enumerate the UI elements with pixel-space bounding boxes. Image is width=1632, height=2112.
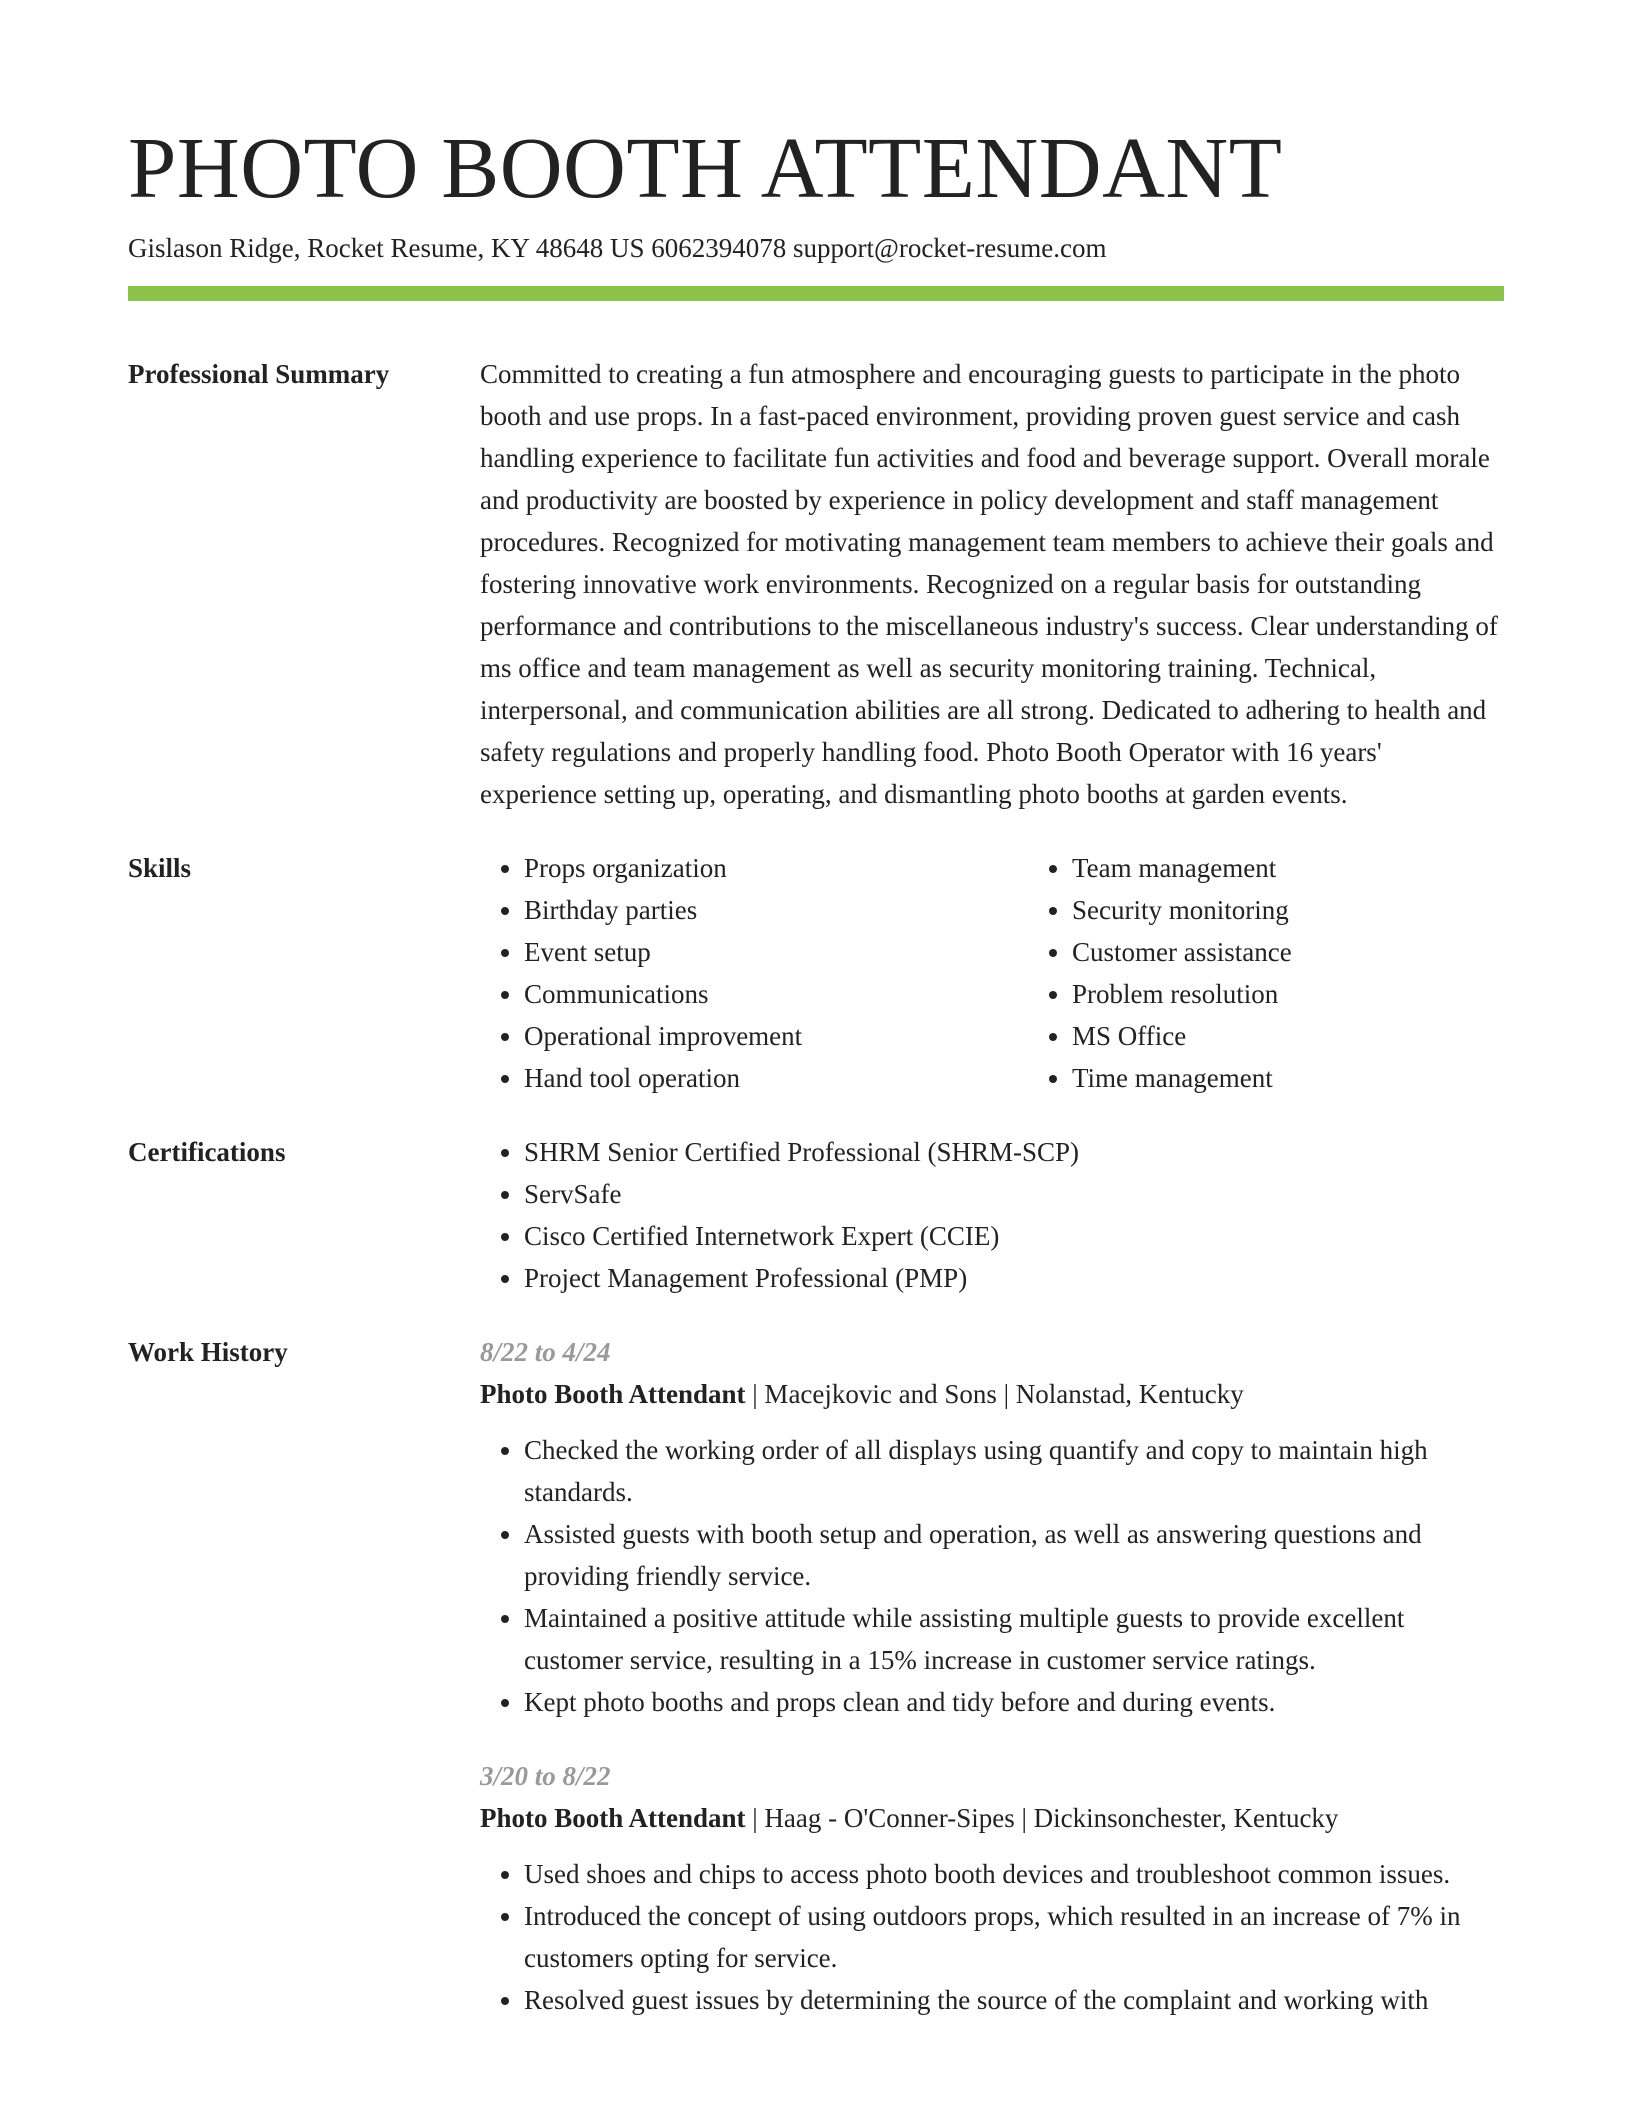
contact-phone: 6062394078 [651,233,787,263]
contact-address: Gislason Ridge, Rocket Resume, KY 48648 US [128,233,645,263]
certifications-body [480,1131,1504,1299]
job-bullet: • Resolved guest issues by determining the source of the complaint and working with [524,1979,1504,2021]
job-details: | Macejkovic and Sons | Nolanstad, Kentucky [745,1379,1244,1409]
job-details: | Haag - O'Conner-Sipes | Dickinsonchester, Kentucky [745,1803,1339,1833]
section-title-skills: Skills [128,853,192,883]
job-bullet: • Assisted guests with booth setup and operation, as well as answering questions and providing friendly service. [524,1513,1504,1597]
job-entry [480,1331,1504,1723]
skills-column-right [1028,847,1576,1099]
skill-item: • Communications [524,973,1028,1015]
certification-item: • SHRM Senior Certified Professional (SHRM-SCP) [524,1131,1504,1173]
certifications-section [128,1131,1504,1299]
summary-section [128,353,1504,815]
job-title-line [480,1797,1504,1839]
job-bullet: • Kept photo booths and props clean and tidy before and during events. [524,1681,1504,1723]
job-bullet: • Maintained a positive attitude while assisting multiple guests to provide excellent customer service, resulting in a 15% increase in customer service ratings. [524,1597,1504,1681]
header-divider [128,286,1504,301]
job-dates: 8/22 to 4/24 [480,1337,611,1367]
skill-item: • Team management [1072,847,1576,889]
skill-item: • Customer assistance [1072,931,1576,973]
certification-item: • ServSafe [524,1173,1504,1215]
work-history-body [480,1331,1504,2021]
skill-item: • Problem resolution [1072,973,1576,1015]
skill-item: • Birthday parties [524,889,1028,931]
section-title-summary: Professional Summary [128,359,390,389]
work-history-section [128,1331,1504,2021]
job-entry [480,1755,1504,2021]
skills-column-left [480,847,1028,1099]
resume-page [128,118,1504,2053]
certification-item: • Cisco Certified Internetwork Expert (CCIE) [524,1215,1504,1257]
skills-section [128,847,1504,1099]
job-title: Photo Booth Attendant [480,1379,746,1409]
job-bullets [480,1853,1504,2021]
skill-item: • MS Office [1072,1015,1576,1057]
skills-grid [480,847,1576,1099]
candidate-name: PHOTO BOOTH ATTENDANT [128,119,1283,216]
skill-item: • Operational improvement [524,1015,1028,1057]
job-title: Photo Booth Attendant [480,1803,746,1833]
job-title-line [480,1373,1504,1415]
skill-item: • Time management [1072,1057,1576,1099]
summary-text: Committed to creating a fun atmosphere and encouraging guests to participate in the photo booth and use props. In a fast-paced environment, providing proven guest service and cash handling experience to facilitate fun activities and food and beverage support. Overall morale and productivity are boosted by experience in policy development and staff management procedures. Recognized for motivating management team members to achieve their goals and fostering innovative work environments. Recognized on a regular basis for outstanding performance and contributions to the miscellaneous industry's success. Clear understanding of ms office and team management as well as security monitoring training. Technical, interpersonal, and communication abilities are all strong. Dedicated to adhering to health and safety regulations and properly handling food. Photo Booth Operator with 16 years' experience setting up, operating, and dismantling photo booths at garden events. [480,359,1498,809]
summary-body [480,353,1504,815]
skill-item: • Security monitoring [1072,889,1576,931]
skill-item: • Props organization [524,847,1028,889]
certifications-list [480,1131,1504,1299]
job-dates: 3/20 to 8/22 [480,1761,611,1791]
skill-item: • Hand tool operation [524,1057,1028,1099]
section-title-work-history: Work History [128,1337,288,1367]
contact-line [128,230,1504,266]
job-bullet: • Used shoes and chips to access photo booth devices and troubleshoot common issues. [524,1853,1504,1895]
job-bullet: • Checked the working order of all displays using quantify and copy to maintain high standards. [524,1429,1504,1513]
job-bullet: • Introduced the concept of using outdoors props, which resulted in an increase of 7% in customers opting for service. [524,1895,1504,1979]
certification-item: • Project Management Professional (PMP) [524,1257,1504,1299]
skill-item: • Event setup [524,931,1028,973]
section-title-certifications: Certifications [128,1137,286,1167]
job-bullets [480,1429,1504,1723]
contact-email: support@rocket-resume.com [792,233,1107,263]
